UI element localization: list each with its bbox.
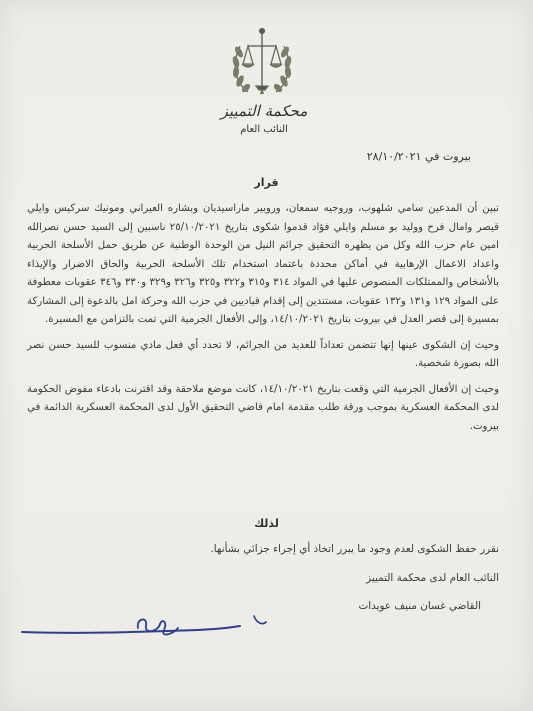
office-title: النائب العام bbox=[240, 124, 288, 135]
decision-heading: قرار bbox=[254, 176, 279, 189]
paragraph-reasoning-2: وحيث إن الأفعال الجرمية التي وقعت بتاريخ ١٤/١٠/٢٠٢١، كانت موضع ملاحقة وقد اقترنت بادعاء مفوض الحكومة لدى المحكمة العسكرية بموجب ورقة طلب مقدمة امام قاضي التحقيق الأول لدى المحكمة العسكرية الدائمة في بيروت. bbox=[27, 383, 499, 432]
signatory-title: النائب العام لدى محكمة التمييز bbox=[366, 572, 499, 584]
paragraph-reasoning-1: وحيث إن الشكوى عينها إنها تتضمن تعداداً للعديد من الجرائم، لا تحدد أي فعل مادي منسوب للسيد حسن نصر الله بصورة شخصية. bbox=[27, 339, 499, 369]
paragraph-complaint: تبين أن المدعين سامي شلهوب، وروجيه سمعان، وروبير ماراسيديان وبشاره العيراني ومونيك سركيس وايلي قيصر وامال فرح ووليد بو مسلم وايلي فؤاد قدموا شكوى بتاريخ ٢٥/١٠/٢٠٢١ ناسبين إلى السيد حسن نصرالله امين عام حزب الله وكل من يظهره التحقيق جرائم النيل من الوحدة الوطنية عن طريق حمل الأسلحة الحربية واعداد الاعمال الإرهابية في أماكن محددة باعتماد استخدام تلك الأسلحة الحربية والحاق الاضرار والإيذاء بالأشخاص والممتلكات المنصوص عليها في المواد ٣١٤ و٣١٥ و٣٢٢ و٣٢٥ و٣٢٦ و٣٢٩ و٣٣٠ و٣٤٦ عقوبات معطوفة على المواد ١٢٩ و١٣١ و١٣٢ عقوبات، مستندين إلى إقدام قياديين في حزب الله وحركة امل بالدعوة إلى المشاركة بمسيرة إلى قصر العدل في بيروت بتاريخ ١٤/١٠/٢٠٢١، وإلى الأفعال الجرمية التي تمت بالتزامن مع المسيرة. bbox=[27, 203, 499, 325]
scales-of-justice-emblem-icon bbox=[226, 22, 298, 102]
decision-body bbox=[27, 200, 499, 443]
date-line: بيروت في ٢٨/١٠/٢٠٢١ bbox=[366, 150, 471, 163]
signatory-name: القاضي غسان منيف عويدات bbox=[358, 600, 481, 612]
court-name: محكمة التمييز bbox=[220, 102, 308, 120]
therefore-heading: لذلك bbox=[254, 517, 279, 530]
handwritten-signature-icon bbox=[18, 612, 298, 652]
order-text: نقرر حفظ الشكوى لعدم وجود ما يبرر اتخاذ أي إجراء جزائي بشأنها. bbox=[210, 543, 499, 555]
